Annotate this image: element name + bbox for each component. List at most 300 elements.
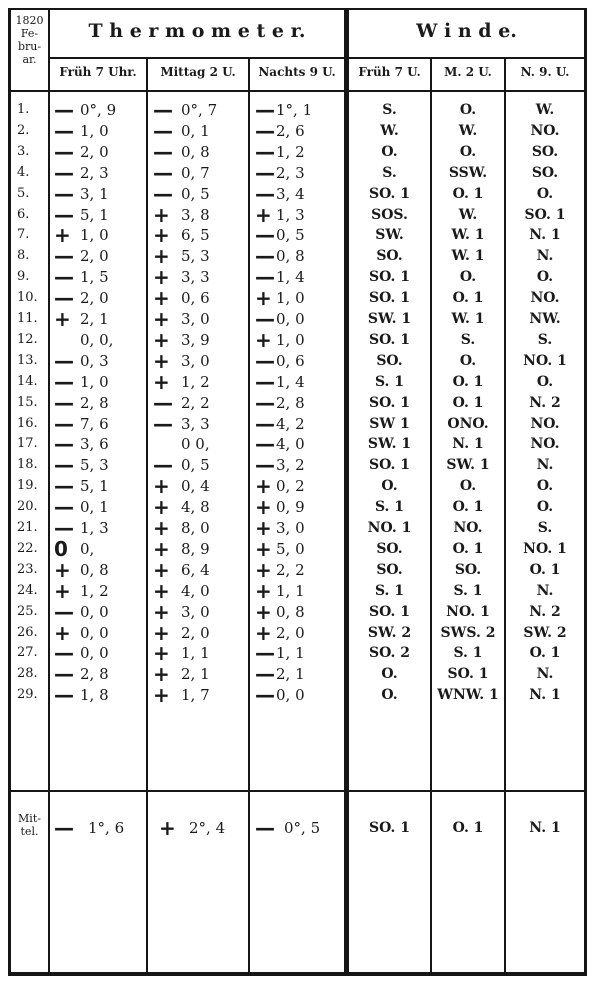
temperature-value: 2, 2	[181, 393, 210, 412]
temperature-sign: +	[54, 620, 71, 645]
temperature-value: 5, 0	[276, 539, 305, 558]
wind-direction: NO. 1	[523, 540, 567, 557]
temperature-sign: —	[255, 223, 275, 248]
temperature-sign: +	[153, 662, 170, 687]
day-number: 5.	[17, 185, 30, 201]
temperature-sign: +	[153, 683, 170, 708]
temperature-value: 1, 0	[80, 372, 109, 391]
wind-direction: O. 1	[529, 561, 561, 578]
wind-direction: SW. 2	[367, 624, 412, 641]
wind-direction: SO. 1	[369, 185, 410, 202]
temperature-sign: —	[54, 139, 74, 164]
mittel-wind-direction: N. 1	[529, 820, 561, 836]
temperature-value: 2, 1	[80, 310, 109, 328]
temperature-value: 3, 1	[80, 184, 109, 203]
temperature-value: 2, 0	[276, 623, 305, 642]
day-number: 17.	[17, 436, 38, 452]
temperature-value: 1, 0	[276, 289, 305, 308]
wind-direction: SOS.	[371, 206, 408, 223]
temperature-sign: +	[153, 516, 170, 540]
temperature-sign: —	[255, 160, 275, 185]
temperature-sign: —	[255, 265, 275, 290]
temperature-value: 0, 5	[181, 456, 210, 475]
day-number: 14.	[17, 373, 38, 389]
temperature-value: 0, 7	[181, 163, 210, 182]
wind-direction: N.	[536, 248, 554, 265]
wind-direction: SO. 1	[369, 269, 410, 286]
temperature-sign: +	[153, 599, 170, 624]
day-number: 20.	[17, 499, 38, 515]
temperature-value: 6, 5	[181, 226, 210, 245]
mittel-wind-direction: O. 1	[452, 820, 484, 836]
wind-direction: NO.	[530, 122, 560, 139]
temperature-value: 2, 8	[80, 665, 109, 684]
temperature-value: 2, 6	[276, 121, 305, 140]
day-number: 29.	[17, 687, 38, 703]
temperature-value: 2, 0	[80, 247, 109, 266]
temperature-sign: —	[54, 641, 74, 666]
wind-direction: O. 1	[452, 290, 484, 307]
temperature-value: 3, 0	[181, 351, 210, 370]
temperature-value: 0 0,	[181, 435, 210, 454]
wind-direction: SW. 1	[367, 311, 412, 327]
wind-direction: S. 1	[453, 582, 483, 599]
wind-direction: O.	[381, 478, 398, 495]
temperature-value: 0, 5	[276, 226, 305, 245]
temperature-value: 3, 0	[181, 602, 210, 621]
temperature-sign: —	[255, 662, 275, 687]
wind-direction: NO.	[530, 436, 560, 453]
wind-direction: SO.	[454, 561, 482, 578]
day-number: 3.	[17, 143, 30, 159]
temperature-value: 0, 6	[276, 351, 305, 370]
temperature-sign: —	[54, 244, 74, 269]
wind-direction: W.	[380, 122, 399, 139]
corner-label: 1820 Fe- bru- ar.	[15, 14, 44, 66]
temperature-value: 0, 0	[276, 686, 305, 705]
temperature-sign: —	[54, 516, 74, 540]
temperature-sign: +	[153, 327, 170, 352]
temperature-value: 1, 0	[80, 226, 109, 245]
temperature-value: 1, 1	[181, 644, 210, 663]
temperature-value: 3, 2	[276, 456, 305, 475]
mittel-temperature-value: 1°, 6	[88, 819, 125, 837]
temperature-value: 8, 9	[181, 539, 210, 558]
temperature-sign: —	[54, 160, 74, 185]
temperature-sign: —	[153, 453, 173, 478]
temperature-sign: +	[255, 516, 272, 540]
temperature-sign: +	[255, 286, 272, 311]
mittel-label: Mit- tel.	[18, 812, 41, 838]
day-number: 9.	[17, 269, 30, 285]
wind-direction: O.	[536, 478, 554, 495]
wind-direction: SW. 1	[446, 457, 490, 474]
temperature-value: 0, 0	[80, 623, 109, 642]
wind-direction: WNW. 1	[437, 687, 499, 704]
temperature-value: 2, 3	[80, 163, 109, 182]
wind-direction: ONO.	[447, 415, 489, 432]
temperature-sign: +	[54, 223, 71, 248]
temperature-sign: —	[255, 307, 275, 331]
wind-direction: O.	[381, 143, 398, 160]
temperature-value: 1, 2	[80, 581, 109, 600]
mittel-temperature-sign: —	[255, 816, 275, 840]
day-number: 2.	[17, 122, 30, 138]
temperature-sign: —	[153, 98, 173, 122]
wind-direction: S.	[537, 331, 553, 348]
temperature-value: 0, 0	[80, 644, 109, 663]
temperature-value: 5, 1	[80, 205, 109, 224]
wind-direction: SW. 1	[367, 436, 412, 453]
wind-direction: O.	[381, 666, 398, 683]
wind-direction: SO. 1	[369, 394, 410, 411]
temperature-sign: —	[255, 244, 275, 269]
wind-direction: NO.	[530, 290, 560, 307]
temperature-sign: +	[153, 286, 170, 311]
temperature-value: 0°, 9	[80, 101, 117, 119]
temperature-value: 0, 0,	[80, 330, 114, 349]
wind-direction: S.	[460, 331, 476, 348]
temperature-sign: —	[255, 181, 275, 206]
day-number: 23.	[17, 561, 38, 577]
wind-direction: SO. 1	[369, 331, 410, 348]
temperature-sign: +	[255, 536, 272, 561]
temperature-value: 0, 8	[181, 142, 210, 161]
temperature-sign: +	[54, 578, 71, 603]
temperature-value: 1, 0	[276, 330, 305, 349]
wind-direction: O. 1	[452, 499, 484, 516]
wind-direction: W. 1	[451, 248, 485, 265]
col-head-mittag-thermo: Mittag 2 U.	[160, 65, 236, 79]
wind-direction: NO. 1	[367, 520, 412, 536]
temperature-value: 1, 0	[80, 121, 109, 140]
temperature-sign: +	[153, 557, 170, 582]
temperature-sign: —	[255, 390, 275, 415]
day-number: 1.	[17, 102, 30, 117]
wind-direction: SO.	[376, 248, 403, 265]
day-number: 16.	[17, 415, 38, 431]
mittel-wind-direction: SO. 1	[369, 820, 410, 836]
temperature-sign: +	[255, 578, 272, 603]
temperature-sign: —	[54, 599, 74, 624]
day-number: 25.	[17, 603, 38, 619]
wind-direction: N. 2	[529, 603, 561, 620]
temperature-sign: —	[54, 683, 74, 708]
temperature-value: 3, 8	[181, 205, 210, 224]
wind-direction: N.	[536, 582, 554, 599]
mittel-rule	[8, 790, 587, 792]
wind-direction: O. 1	[529, 645, 561, 662]
wind-direction: O.	[459, 269, 477, 286]
temperature-value: 5, 3	[80, 456, 109, 475]
temperature-value: 1, 4	[276, 268, 305, 287]
day-number: 28.	[17, 666, 38, 682]
mittel-temperature-value: 0°, 5	[284, 819, 321, 837]
temperature-value: 1, 3	[276, 205, 305, 224]
wind-direction: N. 1	[529, 227, 561, 244]
wind-direction: SO.	[376, 561, 403, 578]
wind-direction: S. 1	[374, 499, 405, 516]
wind-direction: O.	[536, 185, 554, 202]
wind-direction: N. 1	[452, 436, 484, 453]
wind-direction: SWS. 2	[440, 624, 496, 641]
temperature-value: 0, 6	[181, 289, 210, 308]
temperature-sign: —	[153, 139, 173, 164]
day-number: 24.	[17, 582, 38, 598]
temperature-value: 4, 0	[276, 435, 305, 454]
temperature-sign: —	[255, 118, 275, 143]
wind-direction: SW 1	[369, 415, 410, 432]
col-rule-1	[48, 8, 50, 976]
day-number: 10.	[17, 290, 38, 306]
temperature-value: 0, 8	[276, 247, 305, 266]
wind-direction: O. 1	[452, 394, 484, 411]
wind-direction: SO. 1	[447, 666, 489, 683]
wind-direction: O.	[536, 373, 554, 390]
wind-direction: SO. 1	[369, 290, 410, 307]
wind-direction: SO.	[376, 352, 403, 369]
temperature-value: 5, 1	[80, 477, 109, 496]
temperature-sign: —	[54, 662, 74, 687]
temperature-sign: +	[153, 202, 170, 227]
temperature-value: 6, 4	[181, 560, 210, 579]
temperature-sign: —	[255, 369, 275, 394]
temperature-sign: +	[54, 557, 71, 582]
wind-direction: NW.	[529, 311, 561, 327]
temperature-sign: —	[54, 286, 74, 311]
temperature-value: 1, 8	[80, 686, 109, 705]
temperature-value: 1, 2	[276, 142, 305, 161]
wind-direction: O. 1	[452, 185, 484, 202]
temperature-value: 3, 3	[181, 414, 210, 433]
temperature-value: 0, 5	[181, 184, 210, 203]
temperature-sign: —	[153, 390, 173, 415]
temperature-value: 5, 3	[181, 247, 210, 266]
day-number: 22.	[17, 540, 38, 556]
wind-direction: W. 1	[451, 311, 485, 327]
temperature-sign: —	[255, 139, 275, 164]
temperature-value: 2, 0	[80, 142, 109, 161]
temperature-value: 3, 0	[276, 519, 305, 537]
day-number: 18.	[17, 457, 38, 473]
temperature-value: 1, 1	[276, 581, 305, 600]
temperature-value: 3, 6	[80, 435, 109, 454]
day-number: 6.	[17, 206, 30, 222]
temperature-value: 4, 2	[276, 414, 305, 433]
temperature-value: 3, 0	[181, 310, 210, 328]
temperature-sign: —	[54, 348, 74, 373]
temperature-value: 0, 8	[276, 602, 305, 621]
temperature-value: 0, 9	[276, 498, 305, 517]
temperature-value: 2, 3	[276, 163, 305, 182]
temperature-sign: +	[255, 557, 272, 582]
temperature-value: 2, 1	[276, 665, 305, 684]
wind-direction: NO. 1	[523, 352, 567, 369]
temperature-sign: +	[153, 578, 170, 603]
temperature-sign: —	[54, 369, 74, 394]
temperature-sign: —	[255, 683, 275, 708]
day-number: 4.	[17, 164, 30, 180]
wind-direction: SO.	[531, 143, 559, 160]
temperature-sign: +	[255, 474, 272, 499]
outer-right-border	[584, 8, 587, 976]
temperature-sign: +	[153, 536, 170, 561]
temperature-value: 2, 8	[276, 393, 305, 412]
col-head-mittag-wind: M. 2 U.	[444, 65, 492, 79]
wind-direction: O.	[459, 143, 477, 160]
bottom-border	[8, 972, 587, 976]
temperature-value: 0, 4	[181, 477, 210, 496]
temperature-value: 1, 5	[80, 268, 109, 287]
day-number: 26.	[17, 624, 38, 640]
header-rule-1	[48, 57, 585, 59]
wind-direction: S.	[537, 520, 553, 536]
temperature-sign: —	[54, 202, 74, 227]
temperature-sign: —	[255, 411, 275, 436]
temperature-sign: +	[153, 307, 170, 331]
day-number: 21.	[17, 520, 38, 535]
day-number: 15.	[17, 394, 38, 410]
temperature-sign: +	[255, 202, 272, 227]
col-head-nachts-wind: N. 9. U.	[520, 65, 570, 79]
temperature-sign: +	[255, 620, 272, 645]
thermometer-title: T h e r m o m e t e r.	[88, 20, 306, 42]
wind-direction: NO. 1	[446, 603, 490, 620]
temperature-value: 3, 3	[181, 268, 210, 287]
temperature-value: 2, 0	[80, 289, 109, 308]
wind-direction: O. 1	[452, 373, 484, 390]
col-rule-3	[248, 58, 250, 976]
temperature-value: 1°, 1	[276, 101, 313, 119]
temperature-sign: —	[255, 348, 275, 373]
temperature-sign: +	[255, 599, 272, 624]
temperature-sign: +	[153, 265, 170, 290]
temperature-value: 4, 0	[181, 581, 210, 600]
wind-direction: SO. 1	[369, 603, 410, 620]
wind-direction: S.	[382, 164, 397, 181]
day-number: 8.	[17, 248, 30, 264]
temperature-sign: —	[255, 641, 275, 666]
temperature-sign: —	[255, 453, 275, 478]
temperature-sign: —	[54, 98, 74, 122]
temperature-sign: —	[54, 265, 74, 290]
wind-direction: SO. 1	[524, 206, 566, 223]
temperature-sign: —	[54, 432, 74, 457]
temperature-value: 4, 8	[181, 498, 210, 517]
day-number: 12.	[17, 331, 38, 347]
winde-title: W i n d e.	[416, 20, 517, 42]
temperature-value: 0, 8	[80, 560, 109, 579]
temperature-value: 1, 1	[276, 644, 305, 663]
wind-direction: N. 1	[529, 687, 561, 704]
col-rule-2	[146, 58, 148, 976]
day-number: 11.	[17, 311, 38, 326]
temperature-sign: +	[153, 641, 170, 666]
wind-direction: NO.	[530, 415, 560, 432]
wind-direction: O.	[381, 687, 398, 704]
temperature-value: 3, 4	[276, 184, 305, 203]
wind-direction: O.	[459, 352, 477, 369]
temperature-sign: —	[255, 432, 275, 457]
temperature-sign: —	[54, 390, 74, 415]
wind-direction: SO. 1	[369, 457, 410, 474]
temperature-sign: +	[54, 307, 71, 331]
temperature-sign: —	[153, 181, 173, 206]
temperature-value: 2, 8	[80, 393, 109, 412]
temperature-sign: +	[255, 327, 272, 352]
temperature-sign: 0	[54, 536, 68, 561]
wind-direction: S. 1	[453, 645, 483, 662]
temperature-value: 3, 9	[181, 330, 210, 349]
wind-direction: N.	[536, 666, 554, 683]
wind-direction: N.	[536, 457, 554, 474]
temperature-value: 1, 3	[80, 519, 109, 537]
temperature-sign: —	[54, 453, 74, 478]
temperature-value: 2, 2	[276, 560, 305, 579]
temperature-sign: —	[54, 495, 74, 520]
temperature-sign: +	[153, 369, 170, 394]
temperature-sign: —	[153, 160, 173, 185]
temperature-value: 2, 1	[181, 665, 210, 684]
wind-direction: SSW.	[448, 164, 488, 181]
temperature-value: 8, 0	[181, 519, 210, 537]
wind-direction: SW. 2	[523, 624, 567, 641]
temperature-value: 0, 1	[80, 498, 109, 517]
temperature-value: 0, 2	[276, 477, 305, 496]
day-number: 19.	[17, 478, 38, 494]
wind-direction: O. 1	[452, 540, 484, 557]
temperature-sign: +	[153, 474, 170, 499]
mittel-temperature-value: 2°, 4	[189, 819, 226, 837]
temperature-sign: +	[153, 495, 170, 520]
col-head-frueh-thermo: Früh 7 Uhr.	[59, 65, 137, 79]
temperature-value: 0,	[80, 539, 95, 558]
wind-direction: O.	[459, 102, 477, 118]
temperature-sign: —	[153, 411, 173, 436]
wind-direction: SO.	[531, 164, 559, 181]
wind-direction: O.	[536, 269, 554, 286]
temperature-value: 0, 3	[80, 351, 109, 370]
col-head-nachts-thermo: Nachts 9 U.	[258, 65, 336, 79]
wind-direction: SO. 2	[369, 645, 410, 662]
col-head-frueh-wind: Früh 7 U.	[358, 65, 421, 79]
day-number: 7.	[17, 227, 30, 243]
temperature-sign: —	[153, 118, 173, 143]
temperature-sign: +	[153, 620, 170, 645]
wind-direction: SO.	[376, 540, 403, 557]
top-border	[8, 8, 587, 10]
temperature-sign: —	[255, 98, 275, 122]
mittel-temperature-sign: —	[54, 816, 74, 840]
wind-direction: W. 1	[451, 227, 485, 244]
temperature-sign: +	[153, 223, 170, 248]
temperature-sign: —	[54, 118, 74, 143]
wind-direction: O.	[536, 499, 554, 516]
wind-direction: W.	[458, 122, 478, 139]
wind-direction: S.	[382, 102, 397, 118]
temperature-value: 1, 7	[181, 686, 210, 705]
wind-direction: W.	[535, 102, 555, 118]
header-rule-2	[8, 90, 587, 92]
temperature-sign: +	[255, 495, 272, 520]
day-number: 13.	[17, 352, 38, 368]
wind-direction: S. 1	[374, 373, 405, 390]
temperature-value: 0, 1	[181, 121, 210, 140]
mittel-temperature-sign: +	[159, 816, 176, 840]
wind-direction: O.	[459, 478, 477, 495]
temperature-sign: —	[54, 411, 74, 436]
day-number: 27.	[17, 645, 38, 661]
